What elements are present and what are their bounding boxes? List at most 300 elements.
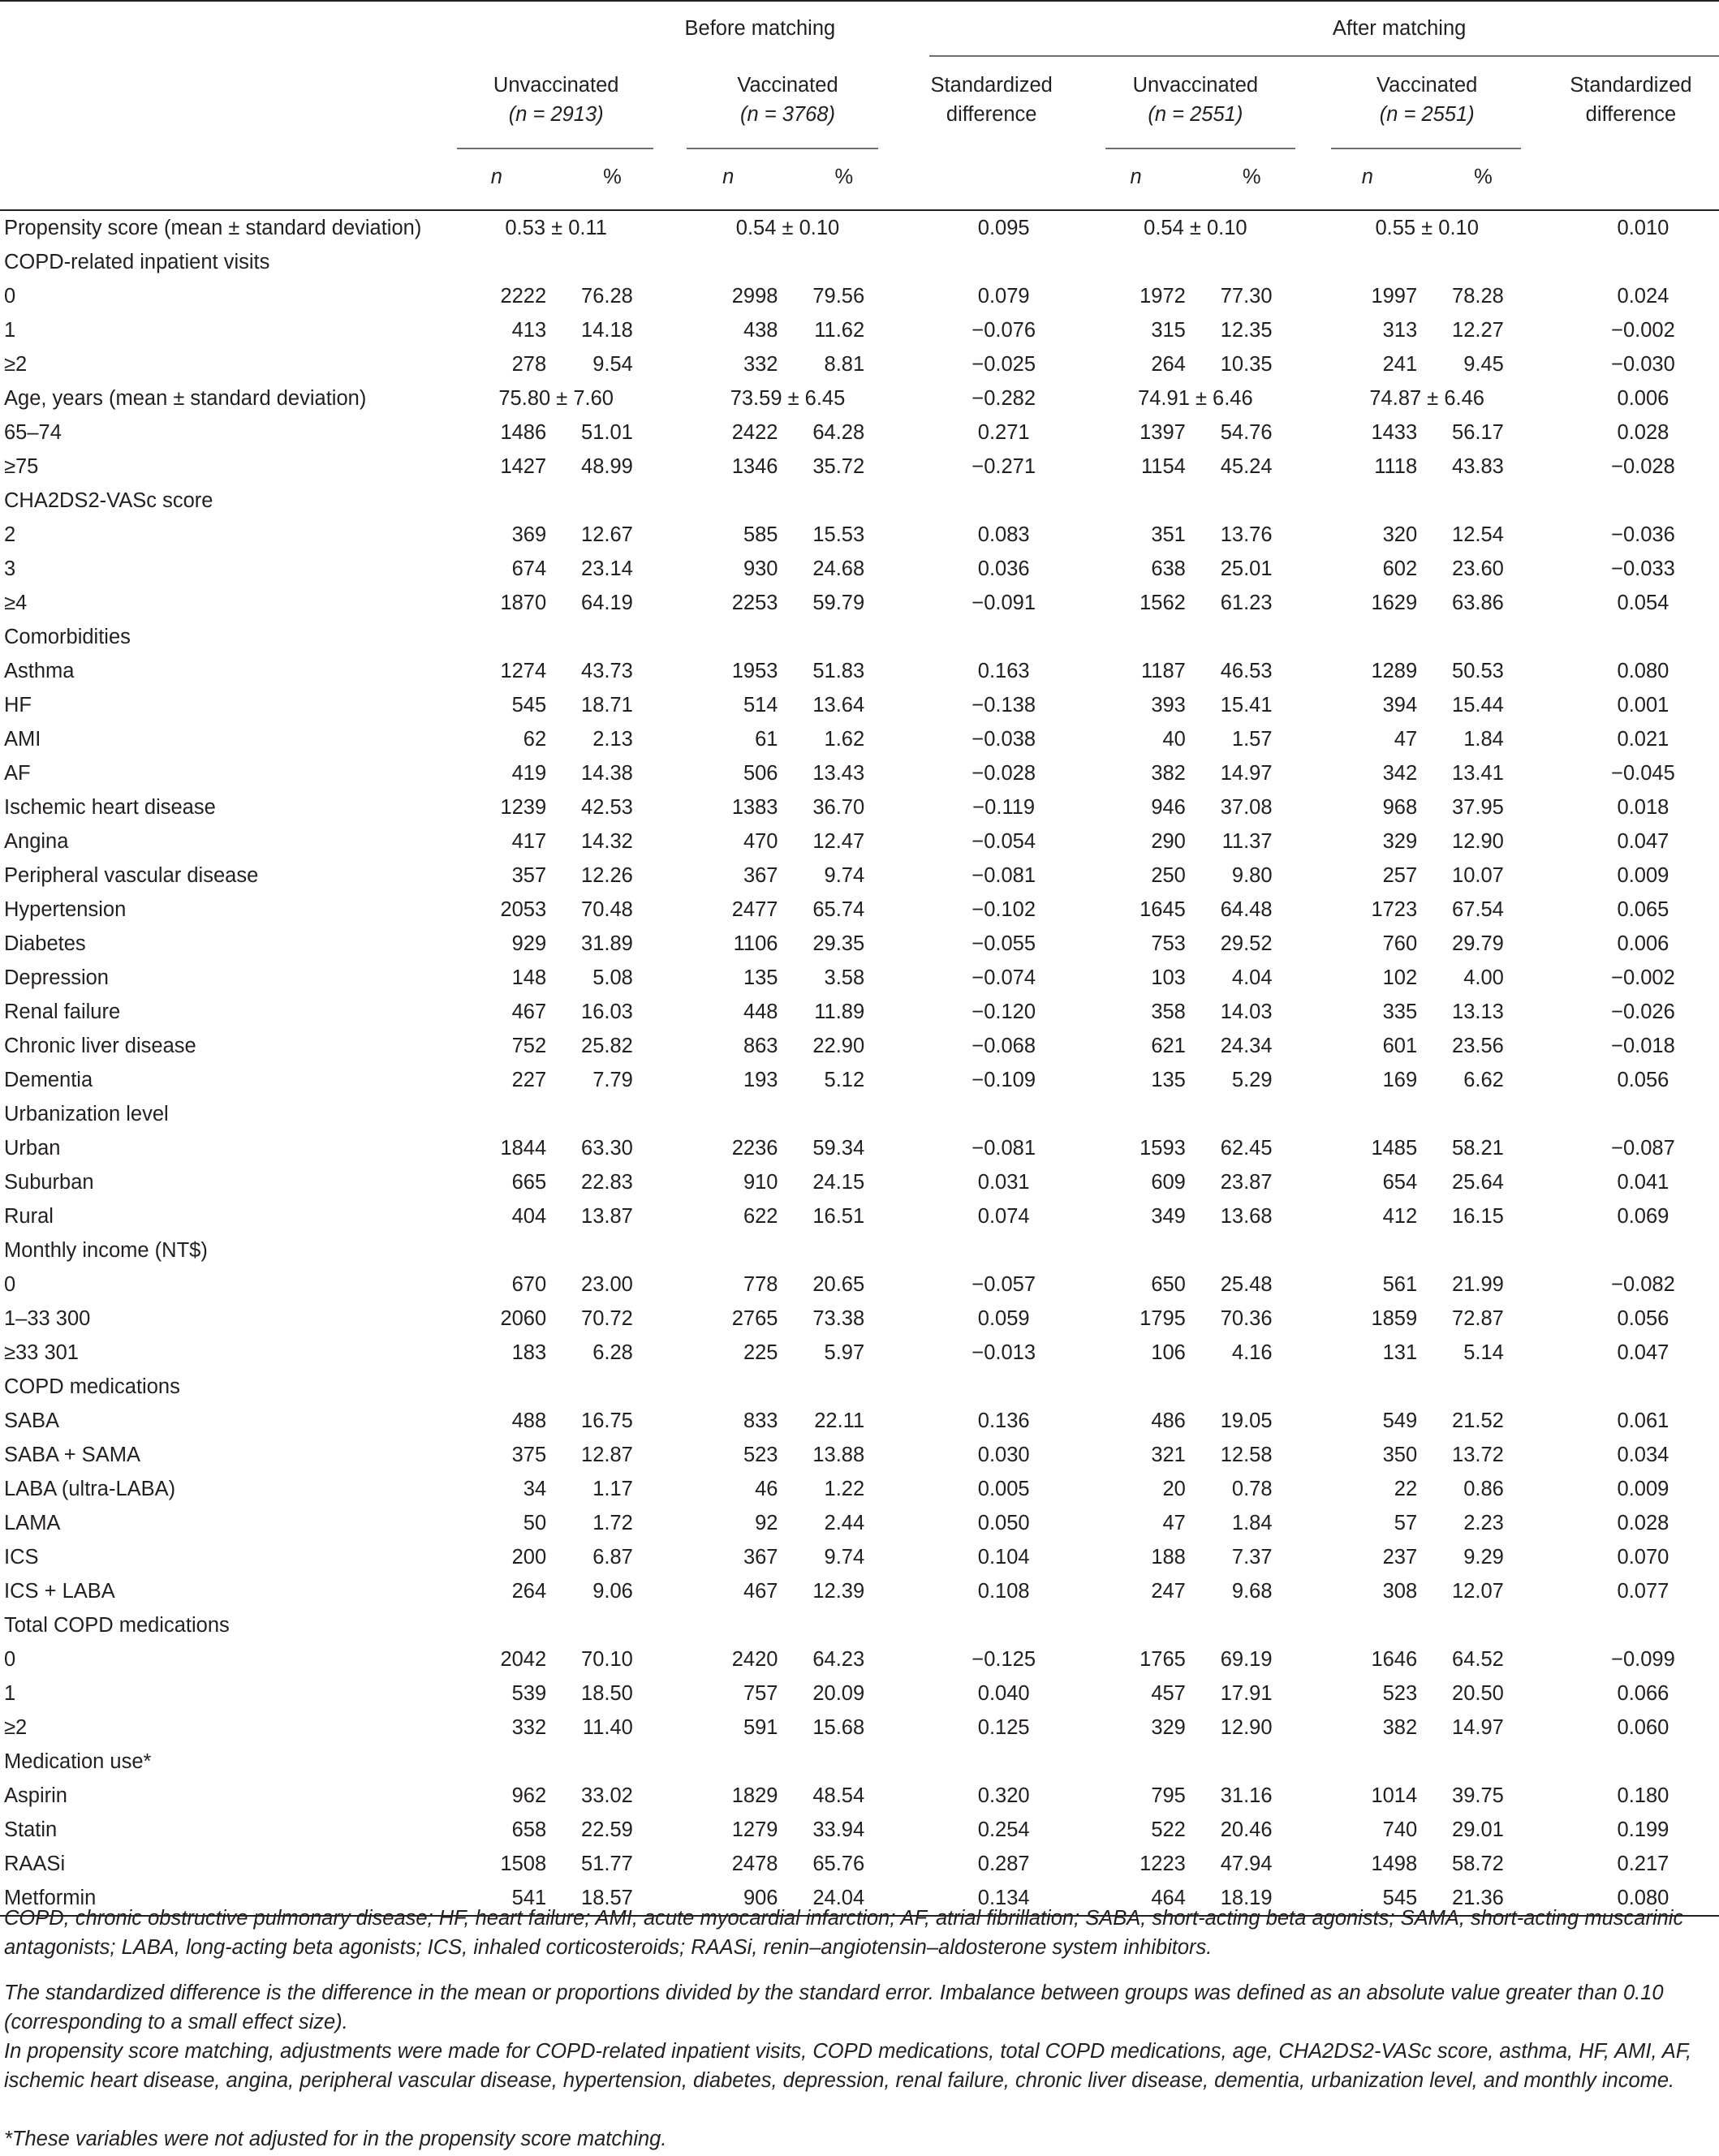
after-vaccinated-percent: 12.54 <box>1452 523 1504 546</box>
after-unvaccinated-percent: 70.36 <box>1220 1306 1273 1330</box>
before-unvaccinated-n: 34 <box>523 1477 547 1500</box>
row-label: 2 <box>4 523 16 546</box>
before-unvaccinated-n: 962 <box>511 1784 547 1807</box>
table-row <box>0 1267 1719 1302</box>
after-standardized-difference: 0.009 <box>1617 863 1669 887</box>
before-vaccinated-n: 92 <box>755 1511 778 1534</box>
after-standardized-difference: 0.056 <box>1617 1306 1669 1330</box>
after-vaccinated-n: 335 <box>1382 1000 1418 1023</box>
before-vaccinated-n: 778 <box>743 1272 778 1296</box>
before-unvaccinated-percent: 13.87 <box>581 1204 633 1228</box>
before-unvaccinated-n: 670 <box>511 1272 547 1296</box>
before-unvaccinated-percent: 14.32 <box>581 829 633 853</box>
before-unvaccinated-percent: 5.08 <box>592 966 633 989</box>
before-unvaccinated-n: 369 <box>511 523 547 546</box>
before-vaccinated-n: 1279 <box>731 1818 778 1841</box>
before-vaccinated-percent: 13.64 <box>812 693 865 717</box>
before-unvaccinated-n: 1870 <box>500 591 547 614</box>
after-unvaccinated-n: 264 <box>1151 352 1186 376</box>
table-row <box>0 995 1719 1029</box>
table-row <box>0 518 1719 552</box>
before-vaccinated-n: 2478 <box>731 1852 778 1875</box>
after-vaccinated-n: 394 <box>1382 693 1418 717</box>
after-vaccinated-percent: 10.07 <box>1452 863 1504 887</box>
section-heading-row <box>0 620 1719 654</box>
before-standardized-difference: 0.079 <box>977 284 1030 308</box>
table-row <box>0 313 1719 347</box>
after-unvaccinated-percent: 1.57 <box>1231 727 1273 751</box>
before-unvaccinated-percent: 70.48 <box>581 897 633 921</box>
before-unvaccinated-n: 227 <box>511 1068 547 1091</box>
after-unvaccinated-n: 1795 <box>1140 1306 1186 1330</box>
before-vaccinated-percent: 3.58 <box>824 966 865 989</box>
after-standardized-difference: −0.045 <box>1611 761 1675 785</box>
before-unvaccinated-n: 148 <box>511 966 547 989</box>
after-vaccinated-percent: 2.23 <box>1463 1511 1504 1534</box>
after-vaccinated-percent: 58.21 <box>1452 1136 1504 1160</box>
before-standardized-difference: 0.095 <box>977 216 1030 239</box>
before-vaccinated-percent: 9.74 <box>824 863 865 887</box>
section-label: COPD-related inpatient visits <box>4 250 270 273</box>
before-unvaccinated-n: 2053 <box>500 897 547 921</box>
after-unvaccinated-percent: 18.19 <box>1192 1881 1312 1916</box>
after-unvaccinated-percent: 10.35 <box>1220 352 1273 376</box>
before-unvaccinated-percent: 12.67 <box>581 523 633 546</box>
before-standardized-difference: −0.074 <box>972 966 1036 989</box>
before-standardized-difference: −0.028 <box>972 761 1036 785</box>
after-vaccinated-percent: 50.53 <box>1452 659 1504 682</box>
after-standardized-difference: −0.018 <box>1611 1034 1675 1057</box>
after-unvaccinated-n: 349 <box>1151 1204 1186 1228</box>
before-unvaccinated-n: 2042 <box>500 1647 547 1671</box>
after-vaccinated-n: 1629 <box>1371 591 1418 614</box>
after-standardized-difference: 0.018 <box>1617 795 1669 819</box>
before-unvaccinated-n: 50 <box>523 1511 547 1534</box>
after-standardized-difference: 0.070 <box>1617 1545 1669 1569</box>
before-unvaccinated-percent: 6.87 <box>592 1545 633 1569</box>
after-vaccinated-percent: 23.56 <box>1452 1034 1504 1057</box>
row-label: ≥75 <box>4 454 39 478</box>
before-vaccinated-percent: 15.68 <box>812 1715 865 1739</box>
before-unvaccinated-n: 665 <box>511 1170 547 1194</box>
after-standardized-difference: 0.065 <box>1617 897 1669 921</box>
before-standardized-difference-heading: Standardized difference <box>930 74 1053 126</box>
after-unvaccinated-percent: 11.37 <box>1221 829 1273 853</box>
after-standardized-difference: 0.028 <box>1617 1511 1669 1534</box>
section-label: Total COPD medications <box>4 1613 230 1637</box>
row-label: 1 <box>4 1681 16 1705</box>
before-standardized-difference: 0.040 <box>977 1681 1030 1705</box>
before-unvaccinated-mean-sd: 0.53 ± 0.11 <box>505 216 607 239</box>
after-unvaccinated-n: 946 <box>1151 795 1186 819</box>
percent-column-heading: % <box>553 144 672 210</box>
before-vaccinated-percent: 16.51 <box>812 1204 865 1228</box>
after-vaccinated-n: 968 <box>1382 795 1418 819</box>
after-vaccinated-n: 169 <box>1382 1068 1418 1091</box>
table-row <box>0 450 1719 484</box>
before-unvaccinated-percent: 23.14 <box>581 557 633 580</box>
before-standardized-difference: 0.031 <box>977 1170 1030 1194</box>
after-vaccinated-n: 1433 <box>1371 420 1418 444</box>
before-unvaccinated-n: 278 <box>511 352 547 376</box>
before-unvaccinated-percent: 16.03 <box>581 1000 633 1023</box>
after-standardized-difference: 0.217 <box>1617 1852 1669 1875</box>
before-vaccinated-n: 2236 <box>731 1136 778 1160</box>
before-standardized-difference: 0.287 <box>977 1852 1030 1875</box>
before-vaccinated-n: 1829 <box>731 1784 778 1807</box>
after-standardized-difference: 0.069 <box>1617 1204 1669 1228</box>
after-standardized-difference: 0.080 <box>1543 1881 1719 1916</box>
after-vaccinated-mean-sd: 74.87 ± 6.46 <box>1369 386 1484 410</box>
after-vaccinated-mean-sd: 0.55 ± 0.10 <box>1375 216 1479 239</box>
before-vaccinated-n: 225 <box>743 1341 778 1364</box>
before-vaccinated-percent: 33.94 <box>812 1818 865 1841</box>
before-unvaccinated-n: 929 <box>511 932 547 955</box>
before-vaccinated-n: 367 <box>743 1545 778 1569</box>
row-label: Rural <box>4 1204 54 1228</box>
before-vaccinated-n: 135 <box>743 966 778 989</box>
before-unvaccinated-percent: 1.17 <box>592 1477 633 1500</box>
section-heading-row <box>0 1608 1719 1642</box>
section-heading-row <box>0 1097 1719 1131</box>
after-vaccinated-n: 308 <box>1382 1579 1418 1603</box>
before-vaccinated-n: 2765 <box>731 1306 778 1330</box>
before-unvaccinated-percent: 6.28 <box>592 1341 633 1364</box>
before-vaccinated-percent: 11.89 <box>814 1000 865 1023</box>
table-row <box>0 381 1719 415</box>
after-unvaccinated-n: 1562 <box>1140 591 1186 614</box>
before-vaccinated-n: 448 <box>743 1000 778 1023</box>
before-unvaccinated-n: 200 <box>511 1545 547 1569</box>
row-label: SABA <box>4 1409 60 1432</box>
row-label: 65–74 <box>4 420 62 444</box>
row-label: 1 <box>4 318 16 342</box>
after-standardized-difference: 0.056 <box>1617 1068 1669 1091</box>
after-unvaccinated-n: 1187 <box>1141 659 1186 682</box>
n-column-heading: n <box>1312 144 1424 210</box>
table-row <box>0 1574 1719 1608</box>
section-heading-row <box>0 484 1719 518</box>
before-unvaccinated-percent: 51.77 <box>581 1852 633 1875</box>
vaccinated-label: Vaccinated <box>737 74 838 97</box>
after-standardized-difference: −0.082 <box>1611 1272 1675 1296</box>
after-vaccinated-percent: 21.52 <box>1452 1409 1504 1432</box>
after-standardized-difference: 0.077 <box>1617 1579 1669 1603</box>
section-heading-row <box>0 1745 1719 1779</box>
after-unvaccinated-n: 650 <box>1151 1272 1186 1296</box>
before-standardized-difference: −0.119 <box>972 795 1036 819</box>
before-vaccinated-percent: 36.70 <box>812 795 865 819</box>
row-label: LAMA <box>4 1511 61 1534</box>
before-unvaccinated-percent: 18.50 <box>581 1681 633 1705</box>
before-standardized-difference: 0.074 <box>977 1204 1030 1228</box>
after-unvaccinated-percent: 37.08 <box>1220 795 1273 819</box>
after-unvaccinated-percent: 0.78 <box>1231 1477 1273 1500</box>
after-vaccinated-percent: 20.50 <box>1452 1681 1504 1705</box>
after-unvaccinated-percent: 29.52 <box>1220 932 1273 955</box>
unvaccinated-label: Unvaccinated <box>493 74 619 97</box>
row-label: 0 <box>4 1272 16 1296</box>
before-vaccinated-percent: 24.68 <box>812 557 865 580</box>
before-vaccinated-percent: 59.34 <box>812 1136 865 1160</box>
after-unvaccinated-percent: 47.94 <box>1220 1852 1273 1875</box>
after-vaccinated-n: 1498 <box>1371 1852 1418 1875</box>
percent-column-heading: % <box>1424 144 1543 210</box>
before-vaccinated-percent: 65.74 <box>812 897 865 921</box>
after-unvaccinated-n: 638 <box>1151 557 1186 580</box>
before-unvaccinated-n: 375 <box>511 1443 547 1466</box>
row-label: 0 <box>4 1647 16 1671</box>
before-unvaccinated-n: 545 <box>511 693 547 717</box>
before-standardized-difference: −0.054 <box>972 829 1036 853</box>
after-unvaccinated-percent: 1.84 <box>1231 1511 1273 1534</box>
after-vaccinated-percent: 9.45 <box>1463 352 1504 376</box>
section-label: Urbanization level <box>4 1102 169 1125</box>
after-unvaccinated-n: 382 <box>1151 761 1186 785</box>
after-standardized-difference: −0.026 <box>1611 1000 1675 1023</box>
column-group-rule <box>1105 148 1295 149</box>
table-row <box>0 1642 1719 1676</box>
table-row <box>0 1165 1719 1199</box>
n-column-heading: n <box>1079 144 1192 210</box>
after-unvaccinated-percent: 4.04 <box>1231 966 1273 989</box>
before-unvaccinated-n: 264 <box>511 1579 547 1603</box>
after-vaccinated-percent: 39.75 <box>1452 1784 1504 1807</box>
before-vaccinated-n: 863 <box>743 1034 778 1057</box>
after-standardized-difference: 0.001 <box>1617 693 1669 717</box>
after-vaccinated-percent: 13.13 <box>1452 1000 1504 1023</box>
before-standardized-difference: −0.102 <box>972 897 1036 921</box>
before-unvaccinated-n: 2222 <box>500 284 547 308</box>
after-unvaccinated-n: 329 <box>1151 1715 1186 1739</box>
before-vaccinated-percent: 13.88 <box>812 1443 865 1466</box>
before-unvaccinated-percent: 12.87 <box>581 1443 633 1466</box>
before-vaccinated-n: 61 <box>755 727 778 751</box>
after-unvaccinated-percent: 54.76 <box>1220 420 1273 444</box>
after-standardized-difference: −0.002 <box>1611 318 1675 342</box>
after-unvaccinated-n: 609 <box>1151 1170 1186 1194</box>
after-unvaccinated-mean-sd: 0.54 ± 0.10 <box>1144 216 1247 239</box>
row-label: 3 <box>4 557 16 580</box>
after-unvaccinated-n: 1765 <box>1140 1647 1186 1671</box>
after-unvaccinated-percent: 23.87 <box>1220 1170 1273 1194</box>
after-vaccinated-percent: 25.64 <box>1452 1170 1504 1194</box>
after-standardized-difference: 0.060 <box>1617 1715 1669 1739</box>
after-vaccinated-percent: 21.99 <box>1452 1272 1504 1296</box>
before-unvaccinated-n: 183 <box>511 1341 547 1364</box>
after-vaccinated-n: 1485 <box>1371 1136 1418 1160</box>
after-unvaccinated-percent: 12.90 <box>1220 1715 1273 1739</box>
table-row <box>0 1302 1719 1336</box>
before-vaccinated-n: 930 <box>743 557 778 580</box>
after-unvaccinated-n: 1593 <box>1140 1136 1186 1160</box>
after-standardized-difference: −0.033 <box>1611 557 1675 580</box>
before-vaccinated-percent: 2.44 <box>824 1511 865 1534</box>
after-unvaccinated-percent: 19.05 <box>1220 1409 1273 1432</box>
before-vaccinated-n: 2477 <box>731 897 778 921</box>
before-vaccinated-percent: 12.39 <box>812 1579 865 1603</box>
before-vaccinated-mean-sd: 73.59 ± 6.45 <box>730 386 846 410</box>
after-vaccinated-n: 601 <box>1382 1034 1418 1057</box>
before-vaccinated-percent: 64.28 <box>812 420 865 444</box>
after-unvaccinated-percent: 24.34 <box>1220 1034 1273 1057</box>
before-vaccinated-percent: 11.62 <box>814 318 865 342</box>
after-standardized-difference: 0.034 <box>1617 1443 1669 1466</box>
after-vaccinated-percent: 14.97 <box>1452 1715 1504 1739</box>
after-vaccinated-n: 329 <box>1382 829 1418 853</box>
before-standardized-difference: 0.050 <box>977 1511 1030 1534</box>
before-unvaccinated-n: 417 <box>511 829 547 853</box>
after-vaccinated-percent: 67.54 <box>1452 897 1504 921</box>
before-standardized-difference: 0.108 <box>977 1579 1030 1603</box>
before-vaccinated-heading <box>672 55 903 144</box>
table-row <box>0 688 1719 722</box>
after-standardized-difference: 0.061 <box>1617 1409 1669 1432</box>
row-label: ≥2 <box>4 352 28 376</box>
after-vaccinated-percent: 12.90 <box>1452 829 1504 853</box>
before-unvaccinated-heading <box>441 55 672 144</box>
row-label: HF <box>4 693 32 717</box>
table-row <box>0 824 1719 859</box>
after-standardized-difference: 0.047 <box>1617 1341 1669 1364</box>
before-unvaccinated-n: 332 <box>511 1715 547 1739</box>
before-vaccinated-n: 1346 <box>731 454 778 478</box>
after-standardized-difference: −0.099 <box>1611 1647 1675 1671</box>
after-standardized-difference: 0.047 <box>1617 829 1669 853</box>
after-unvaccinated-n: 315 <box>1151 318 1186 342</box>
after-unvaccinated-n: 247 <box>1151 1579 1186 1603</box>
after-unvaccinated-percent: 46.53 <box>1220 659 1273 682</box>
after-vaccinated-percent: 37.95 <box>1452 795 1504 819</box>
after-vaccinated-n: 1014 <box>1371 1784 1418 1807</box>
after-vaccinated-n: 257 <box>1382 863 1418 887</box>
table-body <box>0 210 1719 1916</box>
before-vaccinated-n: 470 <box>743 829 778 853</box>
after-vaccinated-n: 1646 <box>1371 1647 1418 1671</box>
before-vaccinated-percent: 65.76 <box>812 1852 865 1875</box>
after-vaccinated-n: 102 <box>1382 966 1418 989</box>
before-standardized-difference: −0.138 <box>972 693 1036 717</box>
before-unvaccinated-percent: 25.82 <box>581 1034 633 1057</box>
before-vaccinated-n: 585 <box>743 523 778 546</box>
before-unvaccinated-n: 413 <box>511 318 547 342</box>
n-column-heading: n <box>441 144 554 210</box>
before-vaccinated-n: 193 <box>743 1068 778 1091</box>
after-unvaccinated-percent: 7.37 <box>1231 1545 1273 1569</box>
before-vaccinated-percent: 20.09 <box>812 1681 865 1705</box>
before-vaccinated-n: 591 <box>743 1715 778 1739</box>
row-label: Diabetes <box>4 932 86 955</box>
before-vaccinated-n: 2422 <box>731 420 778 444</box>
row-label: Angina <box>4 829 69 853</box>
before-unvaccinated-n: 1844 <box>500 1136 547 1160</box>
before-vaccinated-percent: 24.15 <box>812 1170 865 1194</box>
table-row <box>0 790 1719 824</box>
before-unvaccinated-n: 752 <box>511 1034 547 1057</box>
after-vaccinated-n: 654 <box>1382 1170 1418 1194</box>
before-unvaccinated-percent: 70.72 <box>581 1306 633 1330</box>
row-label: ≥33 301 <box>4 1341 79 1364</box>
footnote-standardized-difference: The standardized difference is the difference in the mean or proportions divided by the standard error. Imbalance between groups was defined as an absolute value greater than 0.10 (corresponding to a small effect size). <box>4 1982 1664 2033</box>
after-vaccinated-n: 523 <box>1382 1681 1418 1705</box>
section-heading-row <box>0 1370 1719 1404</box>
after-unvaccinated-n: 522 <box>1151 1818 1186 1841</box>
section-label: Comorbidities <box>4 625 131 648</box>
after-unvaccinated-heading <box>1079 55 1311 144</box>
row-label: Metformin <box>0 1881 441 1916</box>
row-label: Peripheral vascular disease <box>4 863 259 887</box>
after-vaccinated-percent: 1.84 <box>1463 727 1504 751</box>
after-vaccinated-percent: 5.14 <box>1463 1341 1504 1364</box>
after-vaccinated-n: 320 <box>1382 523 1418 546</box>
before-standardized-difference: −0.109 <box>972 1068 1036 1091</box>
after-vaccinated-percent: 16.15 <box>1452 1204 1504 1228</box>
before-vaccinated-n: 367 <box>743 863 778 887</box>
footnote-unadjusted-variables: *These variables were not adjusted for in the propensity score matching. <box>4 2128 667 2150</box>
before-unvaccinated-n: 541 <box>441 1881 554 1916</box>
after-vaccinated-n: 1289 <box>1371 659 1418 682</box>
before-unvaccinated-n: 1427 <box>500 454 547 478</box>
table-row <box>0 1336 1719 1370</box>
before-vaccinated-percent: 20.65 <box>812 1272 865 1296</box>
after-standardized-difference-heading: Standardized difference <box>1570 74 1692 126</box>
after-vaccinated-percent: 29.79 <box>1452 932 1504 955</box>
after-unvaccinated-percent: 62.45 <box>1220 1136 1273 1160</box>
after-unvaccinated-n: 321 <box>1151 1443 1186 1466</box>
before-unvaccinated-percent: 18.57 <box>553 1881 672 1916</box>
after-unvaccinated-percent: 9.80 <box>1231 863 1273 887</box>
after-unvaccinated-n: 1154 <box>1141 454 1186 478</box>
after-standardized-difference: 0.066 <box>1617 1681 1669 1705</box>
after-vaccinated-percent: 43.83 <box>1452 454 1504 478</box>
after-vaccinated-percent: 78.28 <box>1452 284 1504 308</box>
after-unvaccinated-percent: 64.48 <box>1220 897 1273 921</box>
before-standardized-difference: −0.076 <box>972 318 1036 342</box>
after-vaccinated-percent: 13.72 <box>1452 1443 1504 1466</box>
table-header <box>0 1 1719 210</box>
table-row <box>0 1131 1719 1165</box>
after-vaccinated-n: 412 <box>1382 1204 1418 1228</box>
after-unvaccinated-n: 1645 <box>1140 897 1186 921</box>
before-unvaccinated-percent: 76.28 <box>581 284 633 308</box>
after-unvaccinated-n: 103 <box>1151 966 1186 989</box>
before-standardized-difference: 0.254 <box>977 1818 1030 1841</box>
column-group-rule <box>457 148 653 149</box>
before-standardized-difference: −0.125 <box>972 1647 1036 1671</box>
before-vaccinated-mean-sd: 0.54 ± 0.10 <box>735 216 840 239</box>
after-unvaccinated-percent: 20.46 <box>1220 1818 1273 1841</box>
before-unvaccinated-mean-sd: 75.80 ± 7.60 <box>498 386 614 410</box>
after-vaccinated-percent: 9.29 <box>1463 1545 1504 1569</box>
after-vaccinated-n: 1723 <box>1371 897 1418 921</box>
after-vaccinated-n: 350 <box>1382 1443 1418 1466</box>
after-vaccinated-percent: 29.01 <box>1452 1818 1504 1841</box>
after-vaccinated-n: 1118 <box>1374 454 1418 478</box>
before-unvaccinated-percent: 31.89 <box>581 932 633 955</box>
column-group-rule <box>1331 148 1521 149</box>
group-size-label: (n = 3768) <box>740 103 835 126</box>
after-unvaccinated-percent: 13.68 <box>1220 1204 1273 1228</box>
after-standardized-difference: 0.199 <box>1617 1818 1669 1841</box>
table-row <box>0 1199 1719 1233</box>
after-unvaccinated-n: 40 <box>1162 727 1186 751</box>
before-vaccinated-n: 1383 <box>731 795 778 819</box>
before-standardized-difference: −0.081 <box>972 863 1036 887</box>
table-row <box>0 279 1719 313</box>
row-label: Hypertension <box>4 897 127 921</box>
footnote-abbreviations: COPD, chronic obstructive pulmonary disease; HF, heart failure; AMI, acute myocardial infarction; AF, atrial fibrillation; SABA, short-acting beta agonists; SAMA, short-acting muscarinic antagonists; LABA, long-acting beta agonists; ICS, inhaled corticosteroids; RAASi, renin–angiotensin–aldosterone system inhibitors. <box>4 1907 1684 1959</box>
row-label: 0 <box>4 284 16 308</box>
